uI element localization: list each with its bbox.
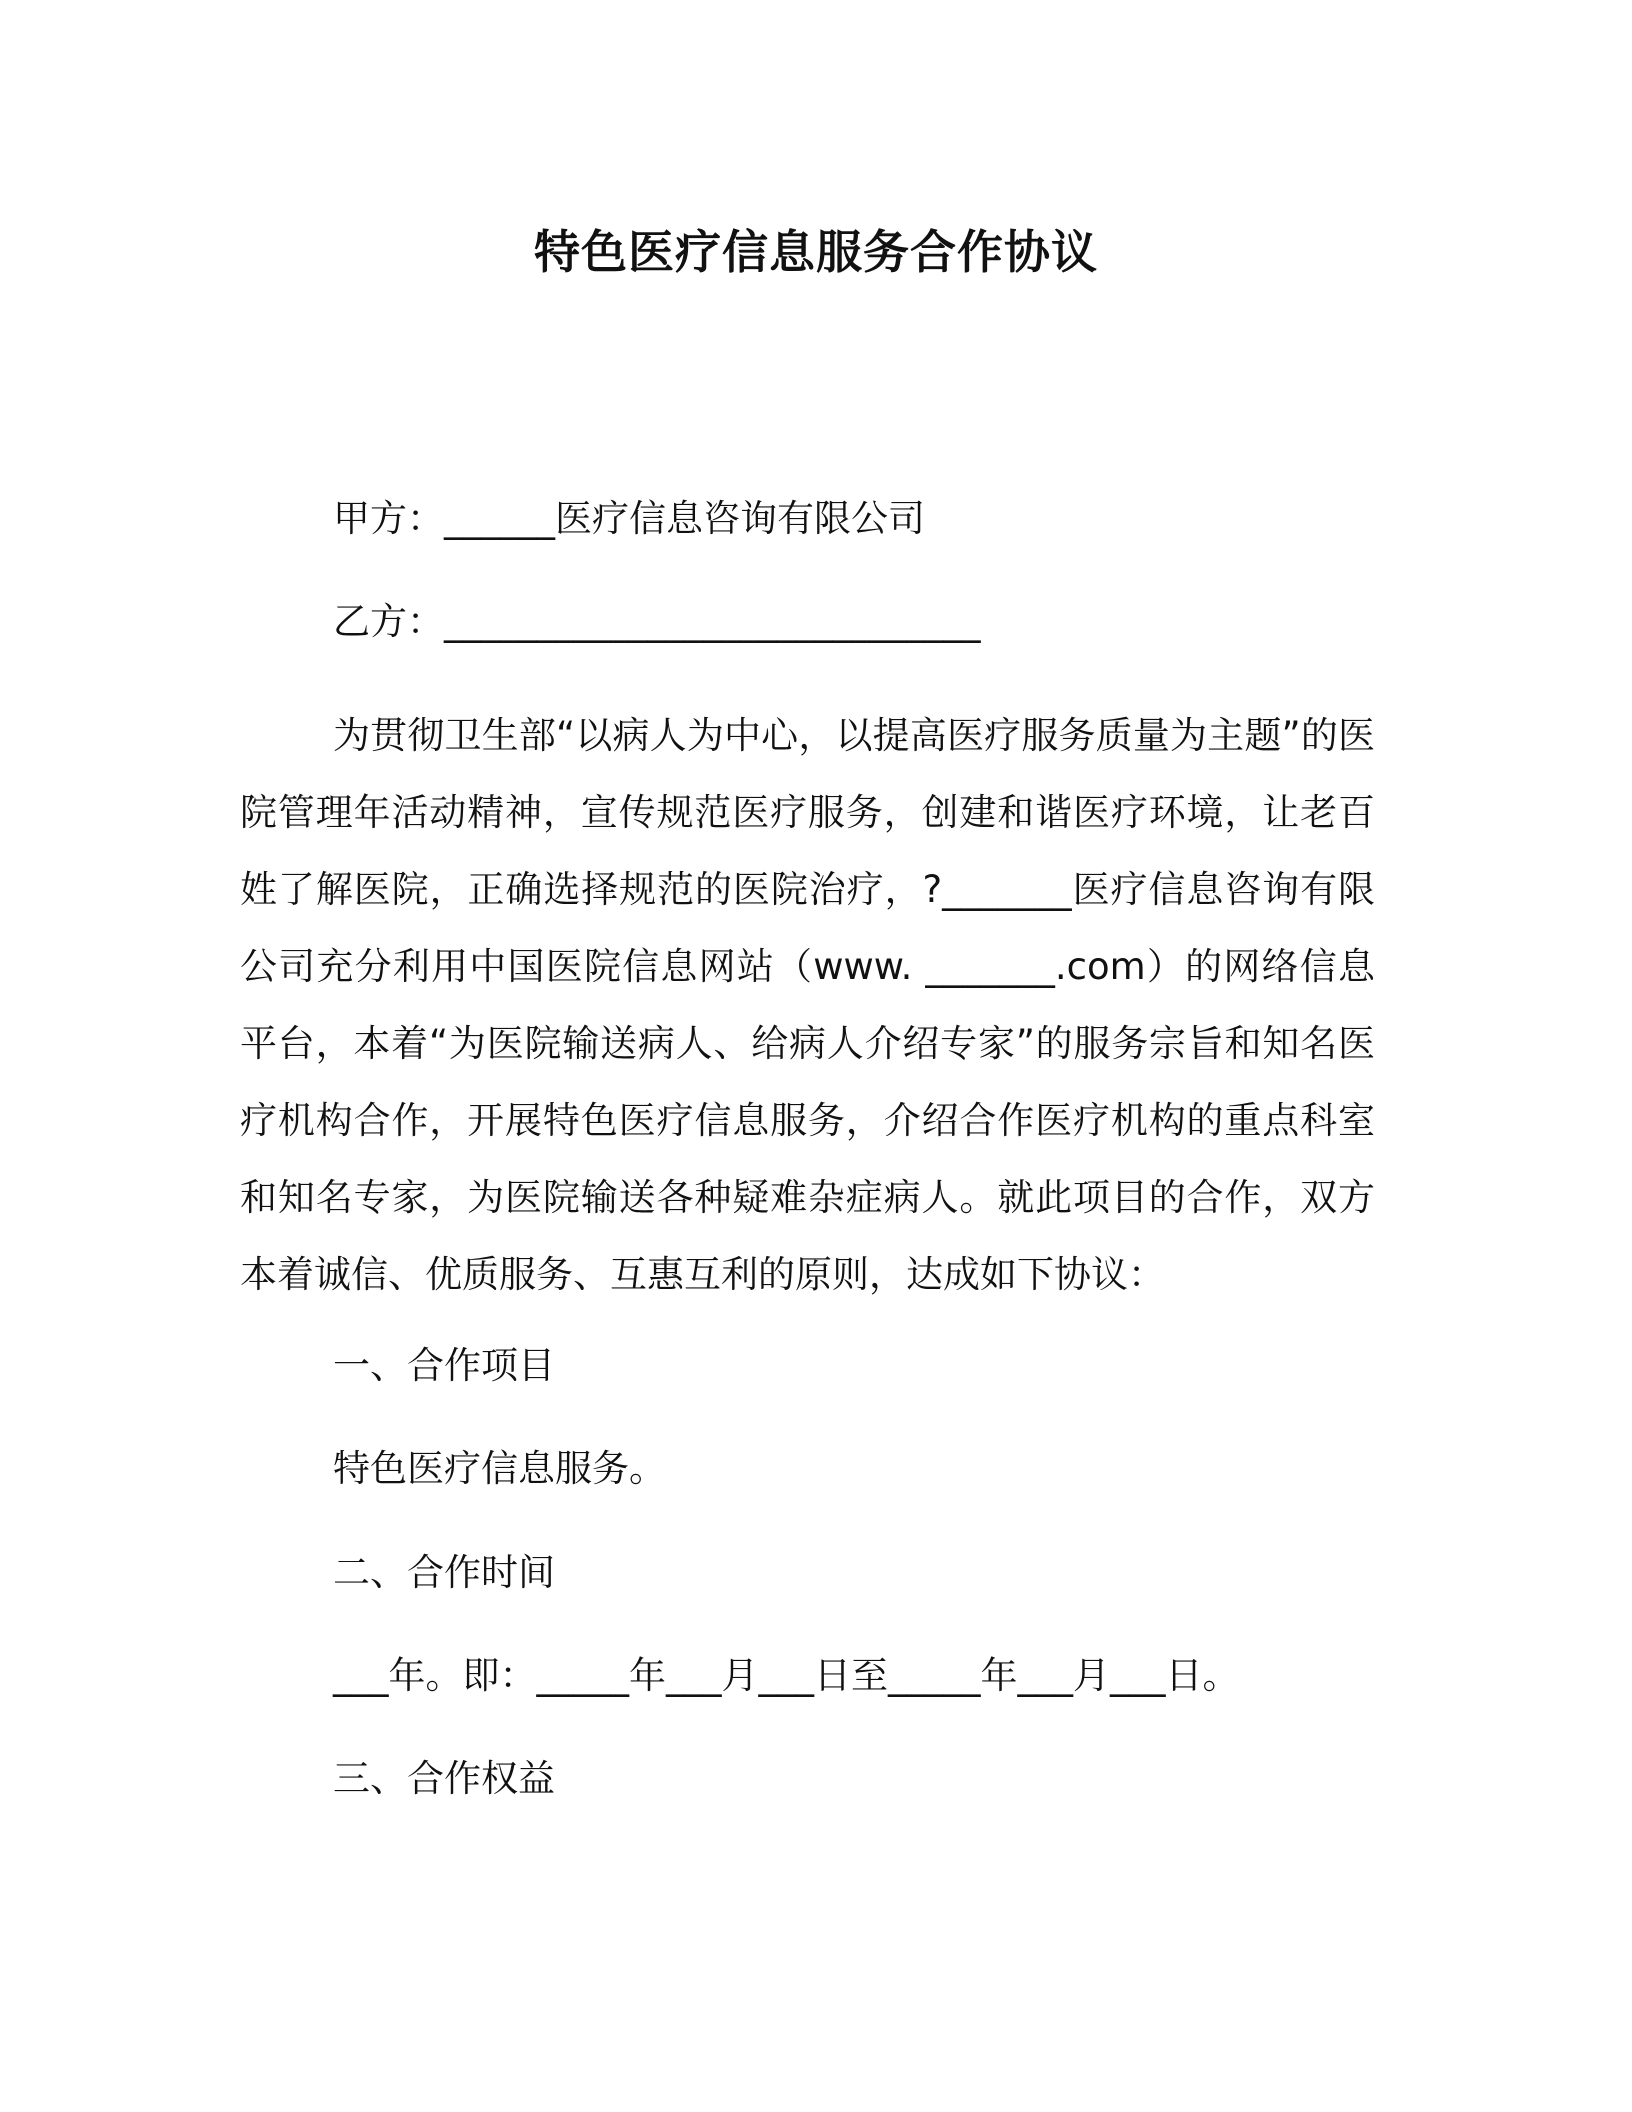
party-a-line: 甲方：______医疗信息咨询有限公司 xyxy=(333,497,925,540)
section-heading-cooperation-rights: 三、合作权益 xyxy=(333,1757,555,1800)
section-heading-cooperation-time: 二、合作时间 xyxy=(333,1551,555,1594)
section-body-cooperation-project: 特色医疗信息服务。 xyxy=(333,1447,666,1490)
party-b-line: 乙方：_____________________________ xyxy=(333,600,981,643)
section-heading-cooperation-project: 一、合作项目 xyxy=(333,1344,555,1387)
document-title: 特色医疗信息服务合作协议 xyxy=(534,225,1098,279)
section-body-cooperation-time: ___年。即：_____年___月___日至_____年___月___日。 xyxy=(333,1654,1240,1697)
intro-paragraph: 为贯彻卫生部“以病人为中心，以提高医疗服务质量为主题”的医院管理年活动精神，宣传规范医疗服务，创建和谐医疗环境，让老百姓了解医院，正确选择规范的医院治疗，?_______医疗信息咨询有限公司充分利用中国医院信息网站（www. _______.com）的网络信息平台，本着“为医院输送病人、给病人介绍专家”的服务宗旨和知名医疗机构合作，开展特色医疗信息服务，介绍合作医疗机构的重点科室和知名专家，为医院输送各种疑难杂症病人。就此项目的合作，双方本着诚信、优质服务、互惠互利的原则，达成如下协议： xyxy=(240,714,1375,1296)
